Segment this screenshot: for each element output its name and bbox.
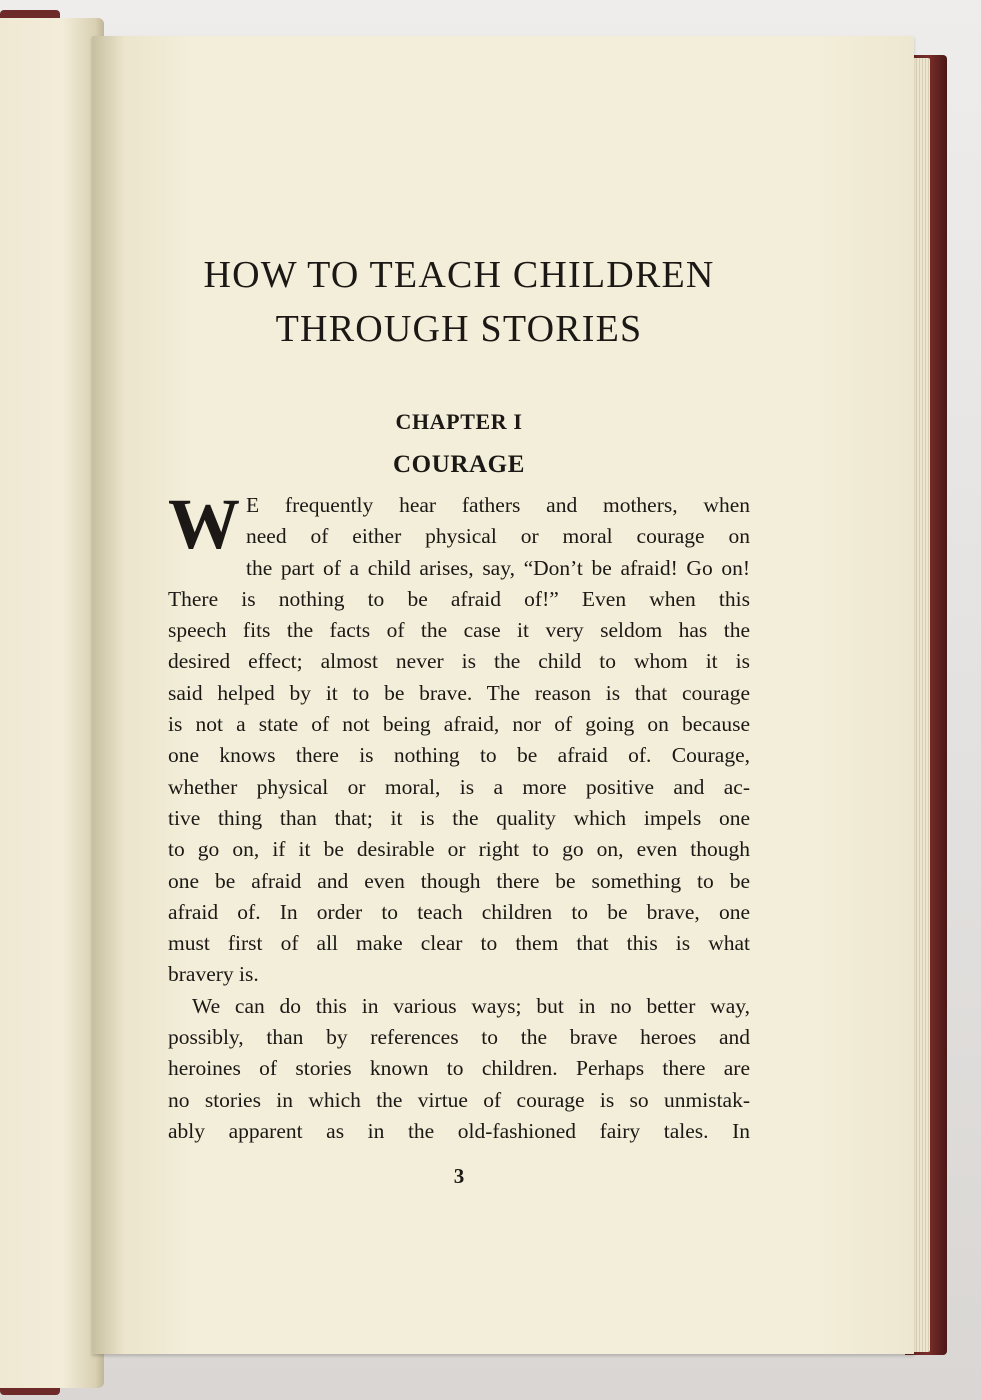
text-line: whether physical or moral, is a more positive and ac- [168,774,750,799]
text-line: must first of all make clear to them that this is what [168,931,750,956]
chapter-title: COURAGE [393,451,525,478]
text-line: tive thing than that; it is the quality which impels one [168,805,750,830]
text-line: the part of a child arises, say, “Don’t be afraid! Go on! [246,555,750,580]
text-line: one be afraid and even though there be something to be [168,868,750,893]
text-line: afraid of. In order to teach children to be brave, one [168,899,750,924]
text-line: heroines of stories known to children. Perhaps there are [168,1056,750,1081]
paragraph-1 [168,490,750,991]
text-line: E frequently hear fathers and mothers, when [246,493,750,517]
chapter-number: CHAPTER I [395,409,523,434]
text-line: said helped by it to be brave. The reason is that courage [168,680,750,705]
text-line: is not a state of not being afraid, nor of going on because [168,712,750,737]
text-line: bravery is. [168,962,259,987]
book-title [168,248,750,356]
body-text [168,490,750,1147]
page-content [168,248,750,1189]
text-line: speech fits the facts of the case it very seldom has the [168,618,750,643]
left-page [0,18,104,1388]
text-line: to go on, if it be desirable or right to go on, even though [168,837,750,862]
book-title-line-2: THROUGH STORIES [275,308,643,350]
text-line: We can do this in various ways; but in no better way, [192,993,750,1018]
text-line: possibly, than by references to the brave heroes and [168,1025,750,1050]
text-line: desired effect; almost never is the child to whom it is [168,649,750,674]
text-line: ably apparent as in the old-fashioned fairy tales. In [168,1118,750,1143]
book-title-line-1: HOW TO TEACH CHILDREN [203,254,715,296]
text-line: no stories in which the virtue of courage is so unmistak- [168,1087,750,1112]
text-line: need of either physical or moral courage on [246,524,750,549]
text-line: There is nothing to be afraid of!” Even when this [168,586,750,611]
page-number: 3 [453,1164,465,1189]
text-line: one knows there is nothing to be afraid of. Courage, [168,743,750,768]
paragraph-2 [168,991,750,1147]
drop-cap-letter: W [168,490,240,564]
